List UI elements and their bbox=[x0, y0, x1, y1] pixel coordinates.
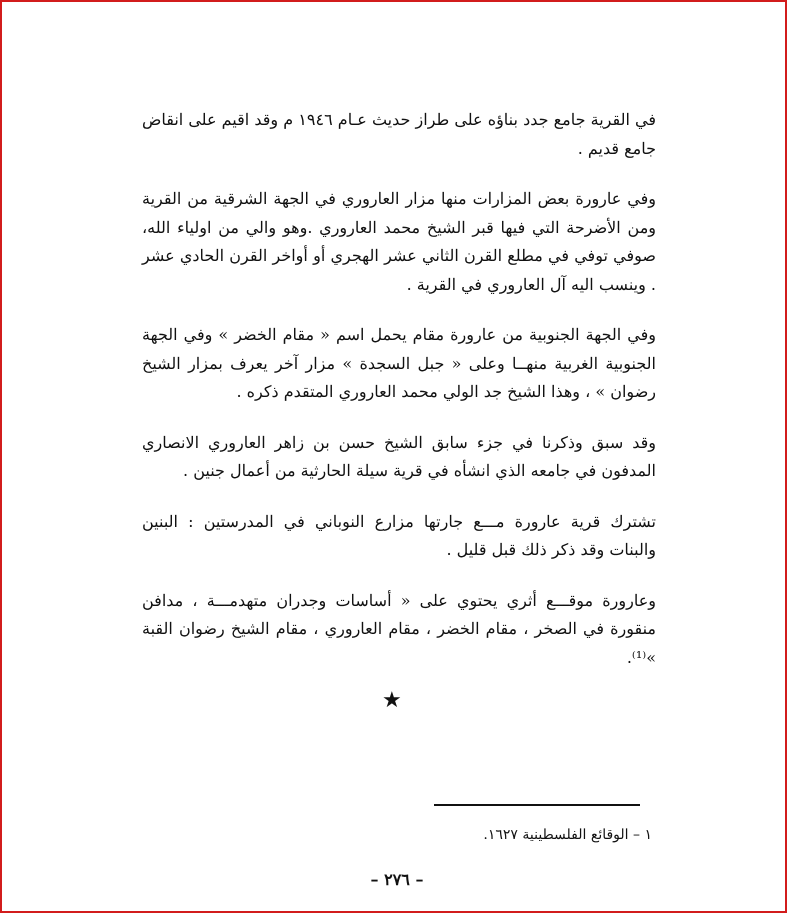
paragraph-khader: وفي الجهة الجنوبية من عارورة مقام يحمل اسم « مقام الخضر » وفي الجهة الجنوبية الغربية منهــا وعلى « جبل السجدة » مزار آخر يعرف بمزار الشيخ رضوان » ، وهذا الشيخ جد الولي محمد العاروري المتقدم ذكره . bbox=[142, 325, 657, 401]
paragraph-shrines: وفي عارورة بعض المزارات منها مزار العاروري في الجهة الشرقية من القرية ومن الأضرحة التي فيها قبر الشيخ محمد العاروري .وهو والي من اولياء الله، صوفي توفي في مطلع القرن الثاني عشر الهجري أو أواخر القرن الحادي عشر . وينسب اليه آل العاروري في القرية . bbox=[142, 189, 656, 294]
paragraph-schools: تشترك قرية عارورة مـــع جارتها مزارع النوباني في المدرستين : البنين والبنات وقد ذكر ذلك قبل قليل . bbox=[142, 511, 656, 559]
footnote-divider bbox=[434, 804, 640, 806]
paragraph-hassan: وقد سبق وذكرنا في جزء سابق الشيخ حسن بن زاهر العاروري الانصاري المدفون في جامعه الذي انشأه في قرية سيلة الحارثية من أعمال جنين . bbox=[142, 432, 656, 480]
page-body bbox=[142, 106, 656, 694]
star-separator-icon: ★ bbox=[382, 688, 402, 713]
paragraph-archaeology: وعارورة موقـــع أثري يحتوي على « أساسات وجدران متهدمـــة ، مدافن منقورة في الصخر ، مقام الخضر ، مقام العاروري ، مقام الشيخ رضوان القبة »⁽¹⁾. bbox=[142, 590, 656, 667]
footnote: ١ – الوقائع الفلسطينية ١٦٢٧. bbox=[483, 827, 652, 843]
page-number: – ٢٧٦ – bbox=[370, 870, 424, 889]
paragraph-mosque: في القرية جامع جدد بناؤه على طراز حديث عـام ١٩٤٦ م وقد اقيم على انقاض جامع قديم . bbox=[142, 110, 656, 158]
